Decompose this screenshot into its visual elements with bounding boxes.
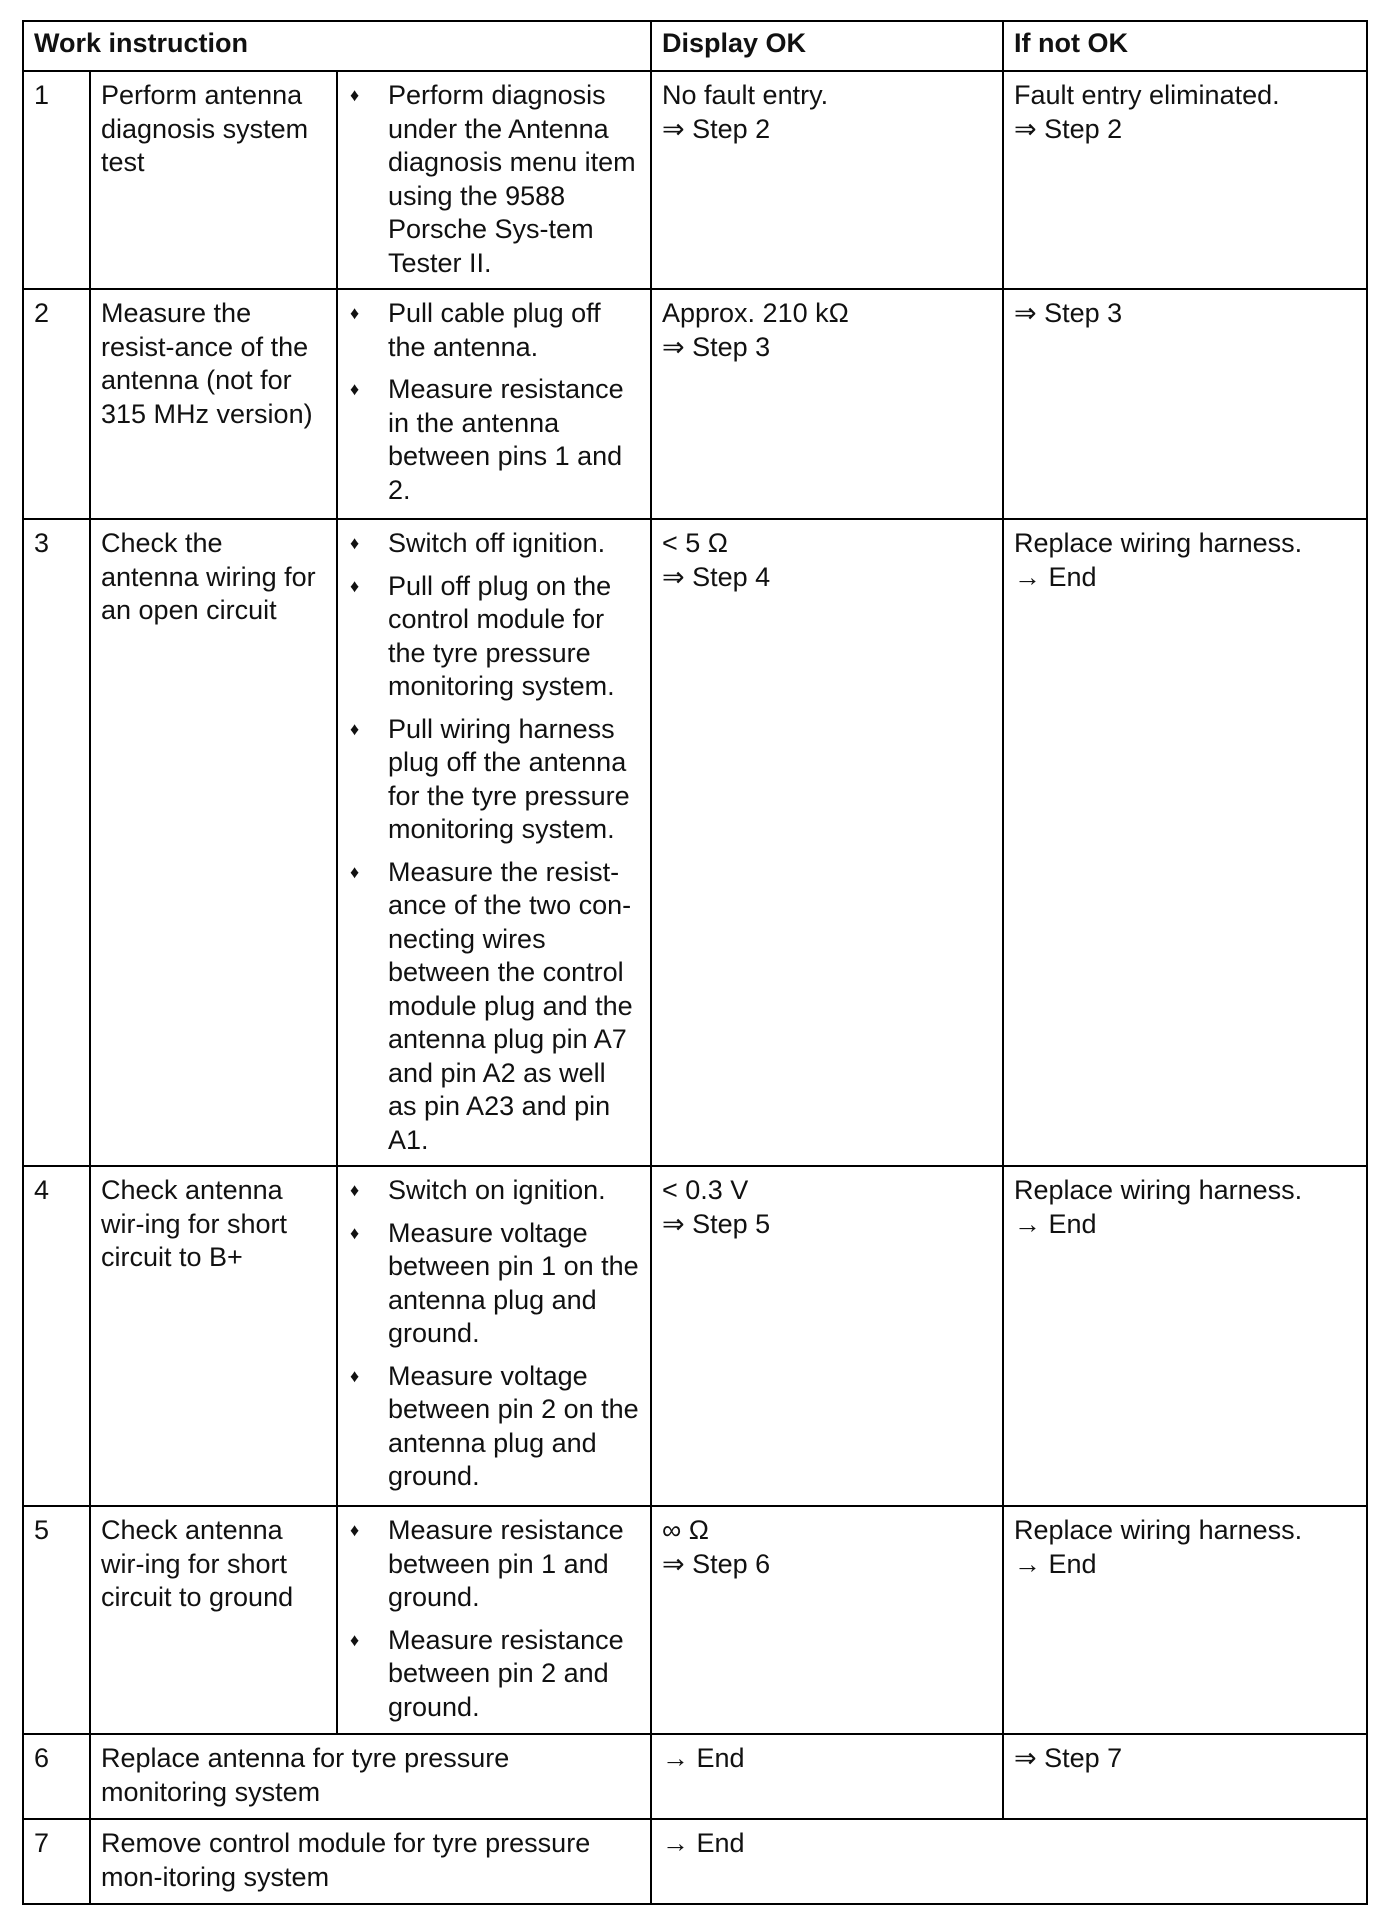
if-not-ok-next-step: ⇒ Step 3 [1014,298,1123,328]
if-not-ok-cell [1003,519,1367,1166]
procedure-bullet: ♦ Perform diagnosis under the Antenna diagnosis menu item using the 9588 Porsche Sys-tem Tester II. [348,79,640,280]
if-not-ok-cell [1003,289,1367,519]
instruction-text: Remove control module for tyre pressure mon-itoring system [90,1819,651,1904]
display-ok-cell [651,1166,1003,1506]
procedure-list [348,1514,640,1724]
procedure-bullet: ♦ Pull cable plug off the antenna. [348,297,640,364]
step-number: 4 [23,1166,90,1506]
table-header-row [23,21,1367,71]
procedure-cell [337,1166,651,1506]
display-ok-cell [651,1819,1367,1904]
table-row [23,289,1367,519]
if-not-ok-next-step: → End [1014,561,1097,592]
procedure-bullet: ♦ Measure the resist-ance of the two con-necting wires between the control module plug and the antenna plug pin A7 and pin A2 as well as pin A23 and pin A1. [348,856,640,1158]
procedure-bullet: ♦ Switch off ignition. [348,527,640,561]
instruction-text: Check antenna wir-ing for short circuit to B+ [90,1166,337,1506]
table-row [23,1734,1367,1819]
display-ok-text: No fault entry. [662,80,829,110]
display-ok-next-step: → End [662,1743,745,1773]
instruction-text: Replace antenna for tyre pressure monitoring system [90,1734,651,1819]
if-not-ok-cell [1003,71,1367,289]
table-row [23,1506,1367,1734]
work-instruction-table [22,20,1368,1905]
if-not-ok-cell [1003,1166,1367,1506]
if-not-ok-text: Fault entry eliminated. [1014,80,1280,110]
procedure-bullet: ♦ Measure voltage between pin 1 on the antenna plug and ground. [348,1217,640,1351]
procedure-bullet: ♦ Measure resistance in the antenna between pins 1 and 2. [348,373,640,507]
display-ok-next-step: ⇒ Step 3 [662,331,771,362]
procedure-bullet: ♦ Pull off plug on the control module for the tyre pressure monitoring system. [348,570,640,704]
header-if-not-ok: If not OK [1003,21,1367,71]
display-ok-cell [651,1506,1003,1734]
if-not-ok-next-step: ⇒ Step 2 [1014,113,1123,144]
instruction-text: Check antenna wir-ing for short circuit to ground [90,1506,337,1734]
procedure-bullet: ♦ Pull wiring harness plug off the antenna for the tyre pressure monitoring system. [348,713,640,847]
display-ok-next-step: ⇒ Step 5 [662,1208,771,1239]
display-ok-cell [651,289,1003,519]
step-number: 3 [23,519,90,1166]
header-work-instruction: Work instruction [23,21,651,71]
procedure-list [348,527,640,1157]
step-number: 5 [23,1506,90,1734]
procedure-bullet: ♦ Measure voltage between pin 2 on the antenna plug and ground. [348,1360,640,1494]
procedure-list [348,79,640,280]
step-number: 1 [23,71,90,289]
step-number: 7 [23,1819,90,1904]
table-row [23,519,1367,1166]
if-not-ok-next-step: → End [1014,1208,1097,1239]
display-ok-next-step: ⇒ Step 2 [662,113,771,144]
header-display-ok: Display OK [651,21,1003,71]
display-ok-text: Approx. 210 kΩ [662,298,849,328]
procedure-cell [337,519,651,1166]
procedure-list [348,1174,640,1494]
display-ok-cell [651,71,1003,289]
display-ok-text: < 0.3 V [662,1175,749,1205]
if-not-ok-next-step: ⇒ Step 7 [1014,1743,1123,1773]
display-ok-next-step: ⇒ Step 6 [662,1548,771,1579]
if-not-ok-text: Replace wiring harness. [1014,1515,1303,1545]
procedure-cell [337,1506,651,1734]
instruction-text: Measure the resist-ance of the antenna (not for 315 MHz version) [90,289,337,519]
procedure-bullet: ♦ Measure resistance between pin 1 and ground. [348,1514,640,1615]
instruction-text: Check the antenna wiring for an open circuit [90,519,337,1166]
display-ok-text: < 5 Ω [662,528,728,558]
if-not-ok-cell [1003,1734,1367,1819]
procedure-bullet: ♦ Measure resistance between pin 2 and ground. [348,1624,640,1725]
display-ok-cell [651,1734,1003,1819]
procedure-cell [337,71,651,289]
table-row [23,1166,1367,1506]
instruction-text: Perform antenna diagnosis system test [90,71,337,289]
procedure-cell [337,289,651,519]
procedure-bullet: ♦ Switch on ignition. [348,1174,640,1208]
if-not-ok-text: Replace wiring harness. [1014,528,1303,558]
table-row [23,1819,1367,1904]
step-number: 2 [23,289,90,519]
display-ok-next-step: → End [662,1828,745,1858]
if-not-ok-cell [1003,1506,1367,1734]
table-row [23,71,1367,289]
if-not-ok-next-step: → End [1014,1548,1097,1579]
step-number: 6 [23,1734,90,1819]
display-ok-text: ∞ Ω [662,1515,709,1545]
procedure-list [348,297,640,507]
display-ok-next-step: ⇒ Step 4 [662,561,771,592]
if-not-ok-text: Replace wiring harness. [1014,1175,1303,1205]
display-ok-cell [651,519,1003,1166]
